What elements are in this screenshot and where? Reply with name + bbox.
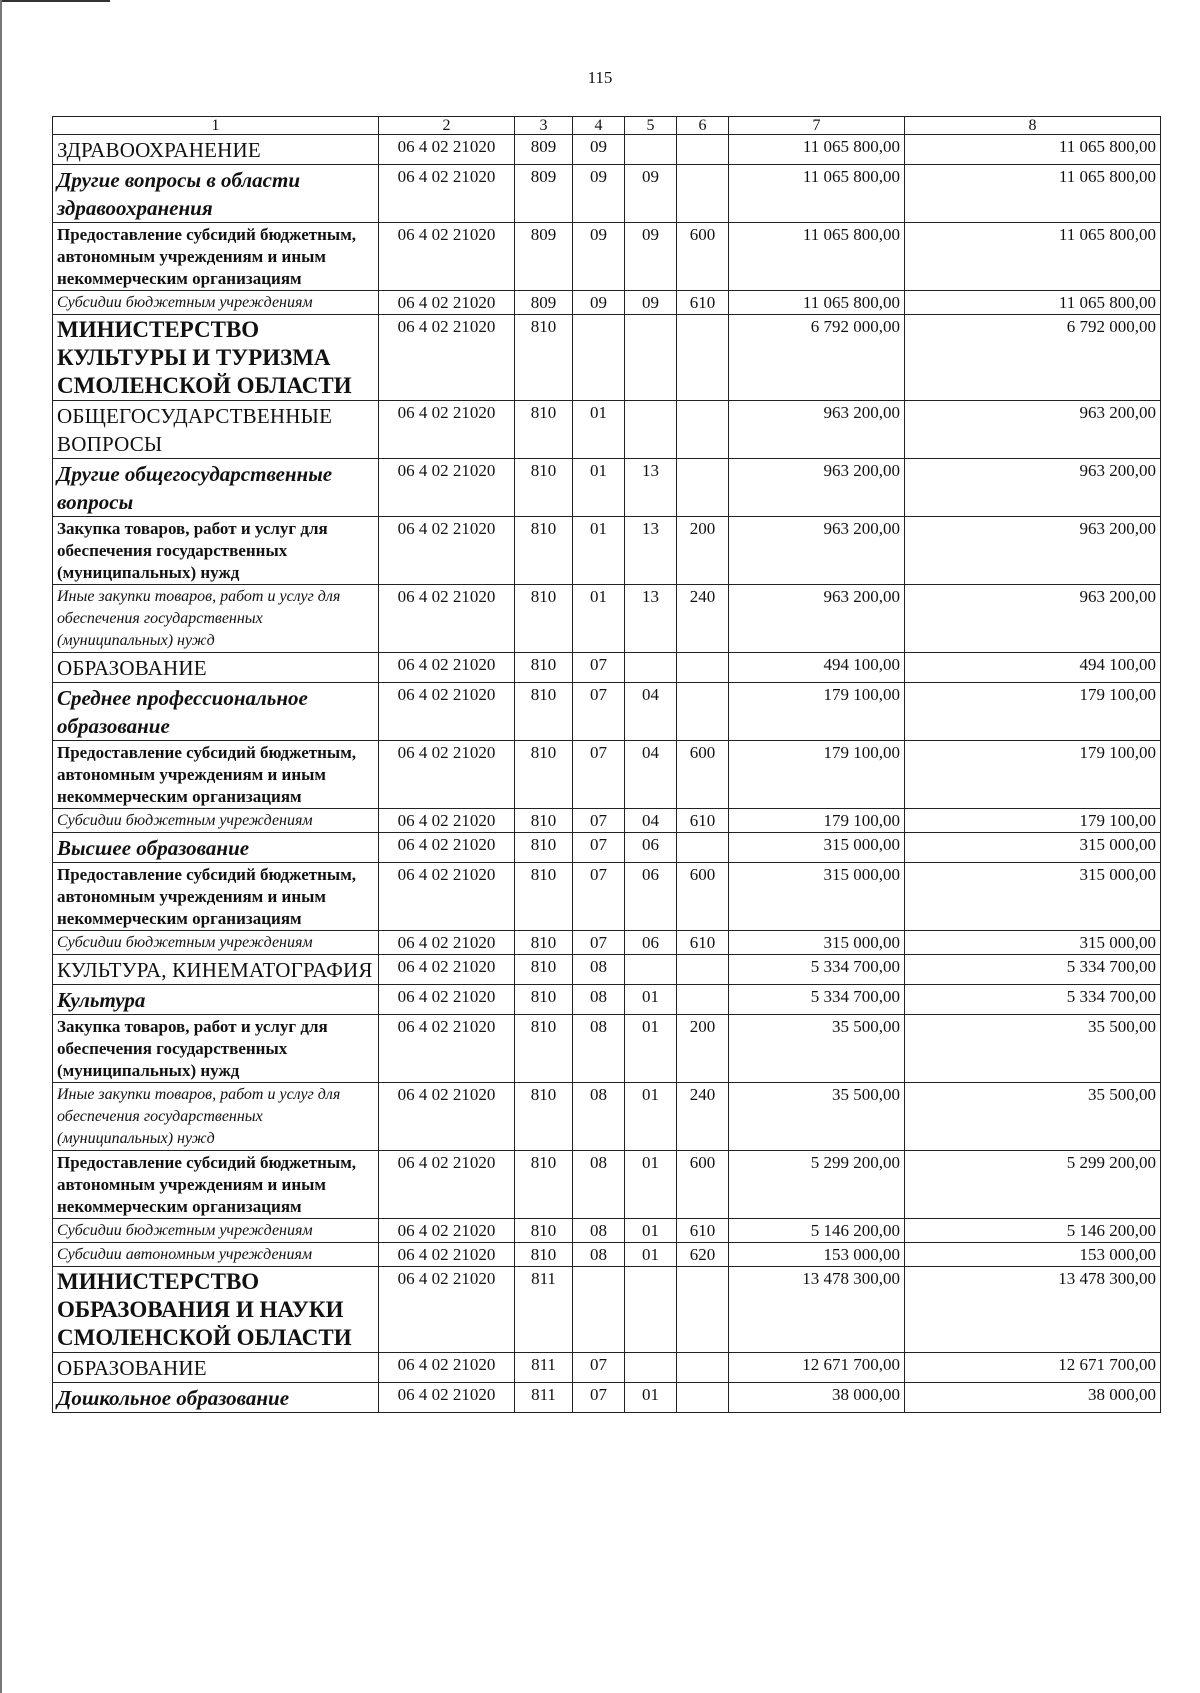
amount-plan-cell: 963 200,00 [729, 585, 905, 653]
ministry-code-cell: 810 [515, 1219, 573, 1243]
amount-plan-cell: 5 299 200,00 [729, 1151, 905, 1219]
row-name-cell: МИНИСТЕРСТВО ОБРАЗОВАНИЯ И НАУКИ СМОЛЕНСКОЙ ОБЛАСТИ [53, 1267, 379, 1353]
ministry-code-cell: 810 [515, 809, 573, 833]
subsection-code-cell [625, 1353, 677, 1383]
target-article-cell: 06 4 02 21020 [379, 1383, 515, 1413]
ministry-code-cell: 810 [515, 931, 573, 955]
section-code-cell: 01 [573, 585, 625, 653]
table-row [53, 931, 1161, 955]
amount-plan-cell: 35 500,00 [729, 1015, 905, 1083]
target-article-cell: 06 4 02 21020 [379, 585, 515, 653]
table-row [53, 401, 1161, 459]
section-code-cell: 07 [573, 809, 625, 833]
amount-total-cell: 5 299 200,00 [905, 1151, 1161, 1219]
table-header-row [53, 117, 1161, 135]
table-row [53, 291, 1161, 315]
subsection-code-cell: 01 [625, 1243, 677, 1267]
target-article-cell: 06 4 02 21020 [379, 931, 515, 955]
expense-type-cell [677, 401, 729, 459]
amount-total-cell: 5 334 700,00 [905, 985, 1161, 1015]
amount-plan-cell: 5 146 200,00 [729, 1219, 905, 1243]
table-row [53, 741, 1161, 809]
ministry-code-cell: 810 [515, 1015, 573, 1083]
amount-plan-cell: 315 000,00 [729, 863, 905, 931]
subsection-code-cell: 01 [625, 985, 677, 1015]
amount-total-cell: 5 334 700,00 [905, 955, 1161, 985]
header-cell: 4 [573, 117, 625, 135]
amount-total-cell: 963 200,00 [905, 459, 1161, 517]
expense-type-cell [677, 1267, 729, 1353]
expense-type-cell [677, 833, 729, 863]
ministry-code-cell: 810 [515, 517, 573, 585]
table-row [53, 165, 1161, 223]
subsection-code-cell [625, 135, 677, 165]
table-row [53, 1383, 1161, 1413]
amount-total-cell: 38 000,00 [905, 1383, 1161, 1413]
table-row [53, 809, 1161, 833]
header-cell: 5 [625, 117, 677, 135]
amount-plan-cell: 12 671 700,00 [729, 1353, 905, 1383]
ministry-code-cell: 811 [515, 1353, 573, 1383]
amount-plan-cell: 6 792 000,00 [729, 315, 905, 401]
amount-total-cell: 13 478 300,00 [905, 1267, 1161, 1353]
expense-type-cell [677, 315, 729, 401]
ministry-code-cell: 809 [515, 165, 573, 223]
target-article-cell: 06 4 02 21020 [379, 315, 515, 401]
target-article-cell: 06 4 02 21020 [379, 459, 515, 517]
amount-plan-cell: 315 000,00 [729, 931, 905, 955]
expense-type-cell: 610 [677, 291, 729, 315]
subsection-code-cell: 09 [625, 165, 677, 223]
header-cell: 7 [729, 117, 905, 135]
amount-plan-cell: 11 065 800,00 [729, 165, 905, 223]
subsection-code-cell: 13 [625, 459, 677, 517]
row-name-cell: Субсидии бюджетным учреждениям [53, 809, 379, 833]
table-row [53, 955, 1161, 985]
row-name-cell: Закупка товаров, работ и услуг для обеспечения государственных (муниципальных) нужд [53, 1015, 379, 1083]
row-name-cell: Предоставление субсидий бюджетным, автономным учреждениям и иным некоммерческим организациям [53, 863, 379, 931]
amount-total-cell: 315 000,00 [905, 863, 1161, 931]
target-article-cell: 06 4 02 21020 [379, 683, 515, 741]
expense-type-cell: 200 [677, 517, 729, 585]
amount-total-cell: 179 100,00 [905, 683, 1161, 741]
amount-total-cell: 11 065 800,00 [905, 291, 1161, 315]
subsection-code-cell: 01 [625, 1219, 677, 1243]
table-row [53, 833, 1161, 863]
subsection-code-cell [625, 1267, 677, 1353]
expense-type-cell: 610 [677, 1219, 729, 1243]
amount-plan-cell: 963 200,00 [729, 517, 905, 585]
section-code-cell: 08 [573, 1243, 625, 1267]
amount-total-cell: 11 065 800,00 [905, 223, 1161, 291]
row-name-cell: Высшее образование [53, 833, 379, 863]
ministry-code-cell: 810 [515, 955, 573, 985]
target-article-cell: 06 4 02 21020 [379, 223, 515, 291]
table-row [53, 1151, 1161, 1219]
row-name-cell: ОБРАЗОВАНИЕ [53, 1353, 379, 1383]
ministry-code-cell: 811 [515, 1383, 573, 1413]
table-row [53, 135, 1161, 165]
page-number: 115 [587, 68, 613, 87]
subsection-code-cell: 04 [625, 683, 677, 741]
ministry-code-cell: 809 [515, 223, 573, 291]
section-code-cell: 09 [573, 165, 625, 223]
amount-plan-cell: 11 065 800,00 [729, 291, 905, 315]
ministry-code-cell: 809 [515, 135, 573, 165]
expense-type-cell: 610 [677, 931, 729, 955]
header-cell: 6 [677, 117, 729, 135]
row-name-cell: Иные закупки товаров, работ и услуг для обеспечения государственных (муниципальных) нужд [53, 585, 379, 653]
scan-edge-left [0, 0, 2, 1693]
amount-plan-cell: 179 100,00 [729, 809, 905, 833]
ministry-code-cell: 810 [515, 985, 573, 1015]
subsection-code-cell: 04 [625, 741, 677, 809]
section-code-cell [573, 1267, 625, 1353]
target-article-cell: 06 4 02 21020 [379, 517, 515, 585]
amount-total-cell: 963 200,00 [905, 585, 1161, 653]
amount-total-cell: 35 500,00 [905, 1015, 1161, 1083]
target-article-cell: 06 4 02 21020 [379, 863, 515, 931]
section-code-cell: 07 [573, 741, 625, 809]
subsection-code-cell [625, 401, 677, 459]
target-article-cell: 06 4 02 21020 [379, 833, 515, 863]
expense-type-cell: 240 [677, 1083, 729, 1151]
amount-total-cell: 963 200,00 [905, 517, 1161, 585]
ministry-code-cell: 810 [515, 653, 573, 683]
subsection-code-cell [625, 653, 677, 683]
scan-edge-top [0, 0, 110, 2]
amount-plan-cell: 38 000,00 [729, 1383, 905, 1413]
amount-total-cell: 179 100,00 [905, 809, 1161, 833]
section-code-cell: 08 [573, 1219, 625, 1243]
amount-total-cell: 494 100,00 [905, 653, 1161, 683]
table-row [53, 653, 1161, 683]
expense-type-cell: 600 [677, 741, 729, 809]
amount-plan-cell: 315 000,00 [729, 833, 905, 863]
expense-type-cell: 600 [677, 863, 729, 931]
expense-type-cell [677, 955, 729, 985]
section-code-cell: 08 [573, 1151, 625, 1219]
target-article-cell: 06 4 02 21020 [379, 401, 515, 459]
subsection-code-cell [625, 955, 677, 985]
section-code-cell: 01 [573, 517, 625, 585]
expense-type-cell [677, 653, 729, 683]
expense-type-cell [677, 683, 729, 741]
section-code-cell: 09 [573, 291, 625, 315]
ministry-code-cell: 810 [515, 833, 573, 863]
ministry-code-cell: 809 [515, 291, 573, 315]
amount-plan-cell: 963 200,00 [729, 401, 905, 459]
section-code-cell: 07 [573, 653, 625, 683]
section-code-cell: 07 [573, 863, 625, 931]
expense-type-cell [677, 1353, 729, 1383]
target-article-cell: 06 4 02 21020 [379, 1151, 515, 1219]
ministry-code-cell: 810 [515, 1151, 573, 1219]
expense-type-cell: 600 [677, 1151, 729, 1219]
amount-total-cell: 963 200,00 [905, 401, 1161, 459]
section-code-cell: 08 [573, 1083, 625, 1151]
amount-plan-cell: 5 334 700,00 [729, 955, 905, 985]
expense-type-cell: 200 [677, 1015, 729, 1083]
expense-type-cell: 610 [677, 809, 729, 833]
amount-total-cell: 11 065 800,00 [905, 135, 1161, 165]
row-name-cell: Предоставление субсидий бюджетным, автономным учреждениям и иным некоммерческим организациям [53, 1151, 379, 1219]
amount-total-cell: 6 792 000,00 [905, 315, 1161, 401]
target-article-cell: 06 4 02 21020 [379, 1243, 515, 1267]
subsection-code-cell: 01 [625, 1015, 677, 1083]
table-row [53, 585, 1161, 653]
subsection-code-cell: 09 [625, 223, 677, 291]
target-article-cell: 06 4 02 21020 [379, 1353, 515, 1383]
amount-total-cell: 153 000,00 [905, 1243, 1161, 1267]
amount-plan-cell: 11 065 800,00 [729, 223, 905, 291]
amount-total-cell: 35 500,00 [905, 1083, 1161, 1151]
target-article-cell: 06 4 02 21020 [379, 165, 515, 223]
target-article-cell: 06 4 02 21020 [379, 741, 515, 809]
expense-type-cell: 240 [677, 585, 729, 653]
amount-plan-cell: 179 100,00 [729, 683, 905, 741]
target-article-cell: 06 4 02 21020 [379, 985, 515, 1015]
row-name-cell: Субсидии автономным учреждениям [53, 1243, 379, 1267]
expense-type-cell: 600 [677, 223, 729, 291]
row-name-cell: ЗДРАВООХРАНЕНИЕ [53, 135, 379, 165]
amount-total-cell: 179 100,00 [905, 741, 1161, 809]
row-name-cell: Среднее профессиональное образование [53, 683, 379, 741]
subsection-code-cell: 13 [625, 517, 677, 585]
expense-type-cell [677, 1383, 729, 1413]
row-name-cell: Дошкольное образование [53, 1383, 379, 1413]
section-code-cell: 01 [573, 459, 625, 517]
table-row [53, 1083, 1161, 1151]
amount-plan-cell: 494 100,00 [729, 653, 905, 683]
expense-type-cell [677, 985, 729, 1015]
target-article-cell: 06 4 02 21020 [379, 1015, 515, 1083]
row-name-cell: Субсидии бюджетным учреждениям [53, 291, 379, 315]
ministry-code-cell: 810 [515, 741, 573, 809]
amount-total-cell: 5 146 200,00 [905, 1219, 1161, 1243]
section-code-cell: 07 [573, 683, 625, 741]
row-name-cell: ОБРАЗОВАНИЕ [53, 653, 379, 683]
subsection-code-cell: 06 [625, 833, 677, 863]
section-code-cell: 07 [573, 1383, 625, 1413]
target-article-cell: 06 4 02 21020 [379, 653, 515, 683]
section-code-cell: 08 [573, 985, 625, 1015]
section-code-cell: 07 [573, 1353, 625, 1383]
table-row [53, 863, 1161, 931]
section-code-cell: 08 [573, 955, 625, 985]
target-article-cell: 06 4 02 21020 [379, 1083, 515, 1151]
target-article-cell: 06 4 02 21020 [379, 1219, 515, 1243]
amount-plan-cell: 5 334 700,00 [729, 985, 905, 1015]
header-cell: 3 [515, 117, 573, 135]
row-name-cell: ОБЩЕГОСУДАРСТВЕННЫЕ ВОПРОСЫ [53, 401, 379, 459]
ministry-code-cell: 810 [515, 315, 573, 401]
section-code-cell: 07 [573, 931, 625, 955]
expense-type-cell [677, 135, 729, 165]
section-code-cell [573, 315, 625, 401]
subsection-code-cell: 01 [625, 1151, 677, 1219]
budget-table [52, 116, 1161, 1413]
expense-type-cell [677, 459, 729, 517]
table-row [53, 1353, 1161, 1383]
row-name-cell: Другие общегосударственные вопросы [53, 459, 379, 517]
ministry-code-cell: 810 [515, 585, 573, 653]
row-name-cell: Иные закупки товаров, работ и услуг для обеспечения государственных (муниципальных) нужд [53, 1083, 379, 1151]
section-code-cell: 09 [573, 135, 625, 165]
ministry-code-cell: 810 [515, 683, 573, 741]
table-row [53, 459, 1161, 517]
row-name-cell: КУЛЬТУРА, КИНЕМАТОГРАФИЯ [53, 955, 379, 985]
header-cell: 1 [53, 117, 379, 135]
table-row [53, 1219, 1161, 1243]
table-row [53, 1243, 1161, 1267]
amount-total-cell: 11 065 800,00 [905, 165, 1161, 223]
row-name-cell: Культура [53, 985, 379, 1015]
amount-plan-cell: 179 100,00 [729, 741, 905, 809]
header-cell: 8 [905, 117, 1161, 135]
table-row [53, 1015, 1161, 1083]
subsection-code-cell: 04 [625, 809, 677, 833]
row-name-cell: Субсидии бюджетным учреждениям [53, 931, 379, 955]
ministry-code-cell: 810 [515, 1243, 573, 1267]
table-row [53, 985, 1161, 1015]
subsection-code-cell: 06 [625, 931, 677, 955]
row-name-cell: Предоставление субсидий бюджетным, автономным учреждениям и иным некоммерческим организациям [53, 741, 379, 809]
section-code-cell: 01 [573, 401, 625, 459]
target-article-cell: 06 4 02 21020 [379, 955, 515, 985]
amount-total-cell: 315 000,00 [905, 833, 1161, 863]
table-body [53, 117, 1161, 1413]
row-name-cell: МИНИСТЕРСТВО КУЛЬТУРЫ И ТУРИЗМА СМОЛЕНСКОЙ ОБЛАСТИ [53, 315, 379, 401]
expense-type-cell: 620 [677, 1243, 729, 1267]
table-row [53, 1267, 1161, 1353]
expense-type-cell [677, 165, 729, 223]
row-name-cell: Субсидии бюджетным учреждениям [53, 1219, 379, 1243]
ministry-code-cell: 810 [515, 459, 573, 517]
amount-plan-cell: 153 000,00 [729, 1243, 905, 1267]
target-article-cell: 06 4 02 21020 [379, 135, 515, 165]
subsection-code-cell: 06 [625, 863, 677, 931]
amount-plan-cell: 13 478 300,00 [729, 1267, 905, 1353]
section-code-cell: 09 [573, 223, 625, 291]
row-name-cell: Предоставление субсидий бюджетным, автономным учреждениям и иным некоммерческим организациям [53, 223, 379, 291]
ministry-code-cell: 810 [515, 863, 573, 931]
subsection-code-cell: 09 [625, 291, 677, 315]
amount-plan-cell: 963 200,00 [729, 459, 905, 517]
amount-plan-cell: 11 065 800,00 [729, 135, 905, 165]
header-cell: 2 [379, 117, 515, 135]
amount-total-cell: 12 671 700,00 [905, 1353, 1161, 1383]
amount-plan-cell: 35 500,00 [729, 1083, 905, 1151]
target-article-cell: 06 4 02 21020 [379, 291, 515, 315]
section-code-cell: 07 [573, 833, 625, 863]
subsection-code-cell [625, 315, 677, 401]
ministry-code-cell: 810 [515, 1083, 573, 1151]
target-article-cell: 06 4 02 21020 [379, 1267, 515, 1353]
section-code-cell: 08 [573, 1015, 625, 1083]
row-name-cell: Закупка товаров, работ и услуг для обеспечения государственных (муниципальных) нужд [53, 517, 379, 585]
subsection-code-cell: 01 [625, 1383, 677, 1413]
target-article-cell: 06 4 02 21020 [379, 809, 515, 833]
ministry-code-cell: 810 [515, 401, 573, 459]
table-row [53, 517, 1161, 585]
amount-total-cell: 315 000,00 [905, 931, 1161, 955]
row-name-cell: Другие вопросы в области здравоохранения [53, 165, 379, 223]
subsection-code-cell: 13 [625, 585, 677, 653]
table-row [53, 315, 1161, 401]
subsection-code-cell: 01 [625, 1083, 677, 1151]
table-row [53, 683, 1161, 741]
ministry-code-cell: 811 [515, 1267, 573, 1353]
table-row [53, 223, 1161, 291]
